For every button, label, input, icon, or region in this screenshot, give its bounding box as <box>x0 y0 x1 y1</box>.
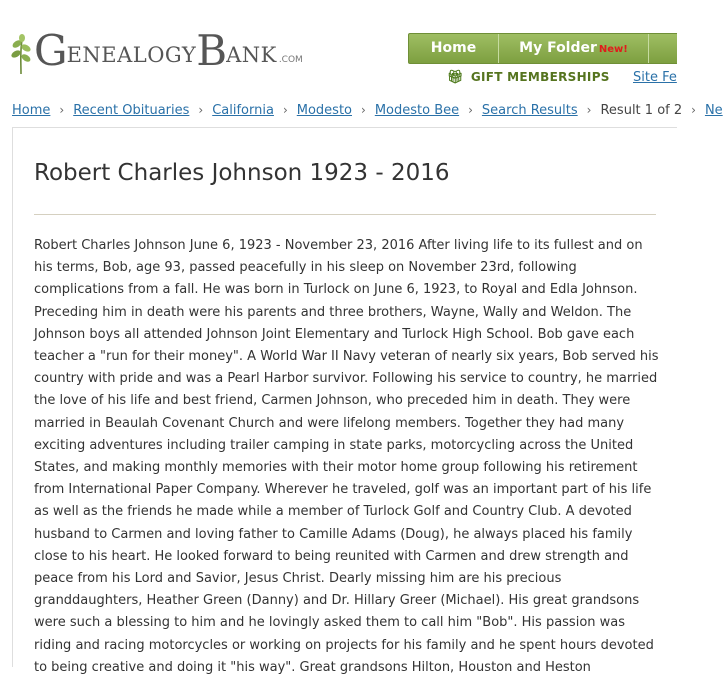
new-badge: New! <box>598 44 628 55</box>
breadcrumb-california[interactable]: California <box>212 103 274 118</box>
logo-wordmark: GENEALOGYBANK .COM <box>34 26 303 75</box>
breadcrumb-recent-obituaries[interactable]: Recent Obituaries <box>73 103 190 118</box>
breadcrumb-separator: › <box>282 103 288 117</box>
breadcrumb-separator: › <box>586 103 592 117</box>
leaf-sprig-icon <box>10 34 32 74</box>
breadcrumb-separator: › <box>691 103 696 117</box>
nav-my-folder-label: My Folder <box>519 40 597 56</box>
breadcrumb-current: Result 1 of 2 <box>600 103 683 118</box>
gift-memberships-link[interactable] <box>447 70 610 85</box>
breadcrumb-separator: › <box>468 103 473 117</box>
breadcrumb <box>12 103 723 118</box>
breadcrumb-separator: › <box>361 103 366 117</box>
breadcrumb-search-results[interactable]: Search Results <box>481 103 578 118</box>
nav-more-button[interactable] <box>649 34 679 63</box>
site-feedback-link[interactable]: Site Fe <box>633 70 677 85</box>
obituary-title: Robert Charles Johnson 1923 - 2016 <box>34 160 450 186</box>
title-divider <box>34 214 656 215</box>
breadcrumb-modesto[interactable]: Modesto <box>296 103 352 118</box>
breadcrumb-separator: › <box>59 103 65 117</box>
gift-memberships-label: GIFT MEMBERSHIPS <box>470 70 610 84</box>
nav-my-folder-button[interactable] <box>499 34 649 63</box>
main-nav <box>408 33 677 64</box>
gift-icon: 🎁︎ <box>447 70 464 85</box>
breadcrumb-next[interactable]: Ne <box>704 103 723 118</box>
breadcrumb-home[interactable]: Home <box>12 103 51 118</box>
breadcrumb-modesto-bee[interactable]: Modesto Bee <box>374 103 460 118</box>
breadcrumb-separator: › <box>198 103 204 117</box>
nav-home-button[interactable]: Home <box>409 34 499 63</box>
obituary-text: Robert Charles Johnson June 6, 1923 - November 23, 2016 After living life to its fullest and on his terms, Bob, age 93, passed peacefully in his sleep on November 23rd, following complications from a fall. He was born in Turlock on June 6, 1923, to Royal and Edla Johnson. Preceding him in death were his parents and three brothers, Wayne, Wally and Weldon. The Johnson boys all attended Johnson Joint Elementary and Turlock High School. Bob gave each teacher a "run for their money". A World War II Navy veteran of nearly six years, Bob served his country with pride and was a Pearl Harbor survivor. Following his service to country, he married the love of his life and best friend, Carmen Johnson, who preceded him in death. They were married in Beaulah Covenant Church and were lifelong members. Together they had many exciting adventures including trailer camping in state parks, motorcycling across the United States, and making monthly memories with their motor home group following his retirement from International Paper Company. Wherever he traveled, golf was an important part of his life as well as the friends he made while a member of Turlock Golf and Country Club. A devoted husband to Carmen and loving father to Camille Adams (Doug), he always placed his family close to his heart. He looked forward to being reunited with Carmen and drew strength and peace from his Lord and Savior, Jesus Christ. Dearly missing him are his precious granddaughters, Heather Green (Danny) and Dr. Hillary Greer (Michael). His great grandsons were such a blessing to him and he lovingly asked them to call him "Bob". His passion was riding and racing motorcycles or working on projects for his family and he spent hours devoted to being creative and doing it "his way". Great grandsons Hilton, Houston and Heston <box>34 238 659 675</box>
